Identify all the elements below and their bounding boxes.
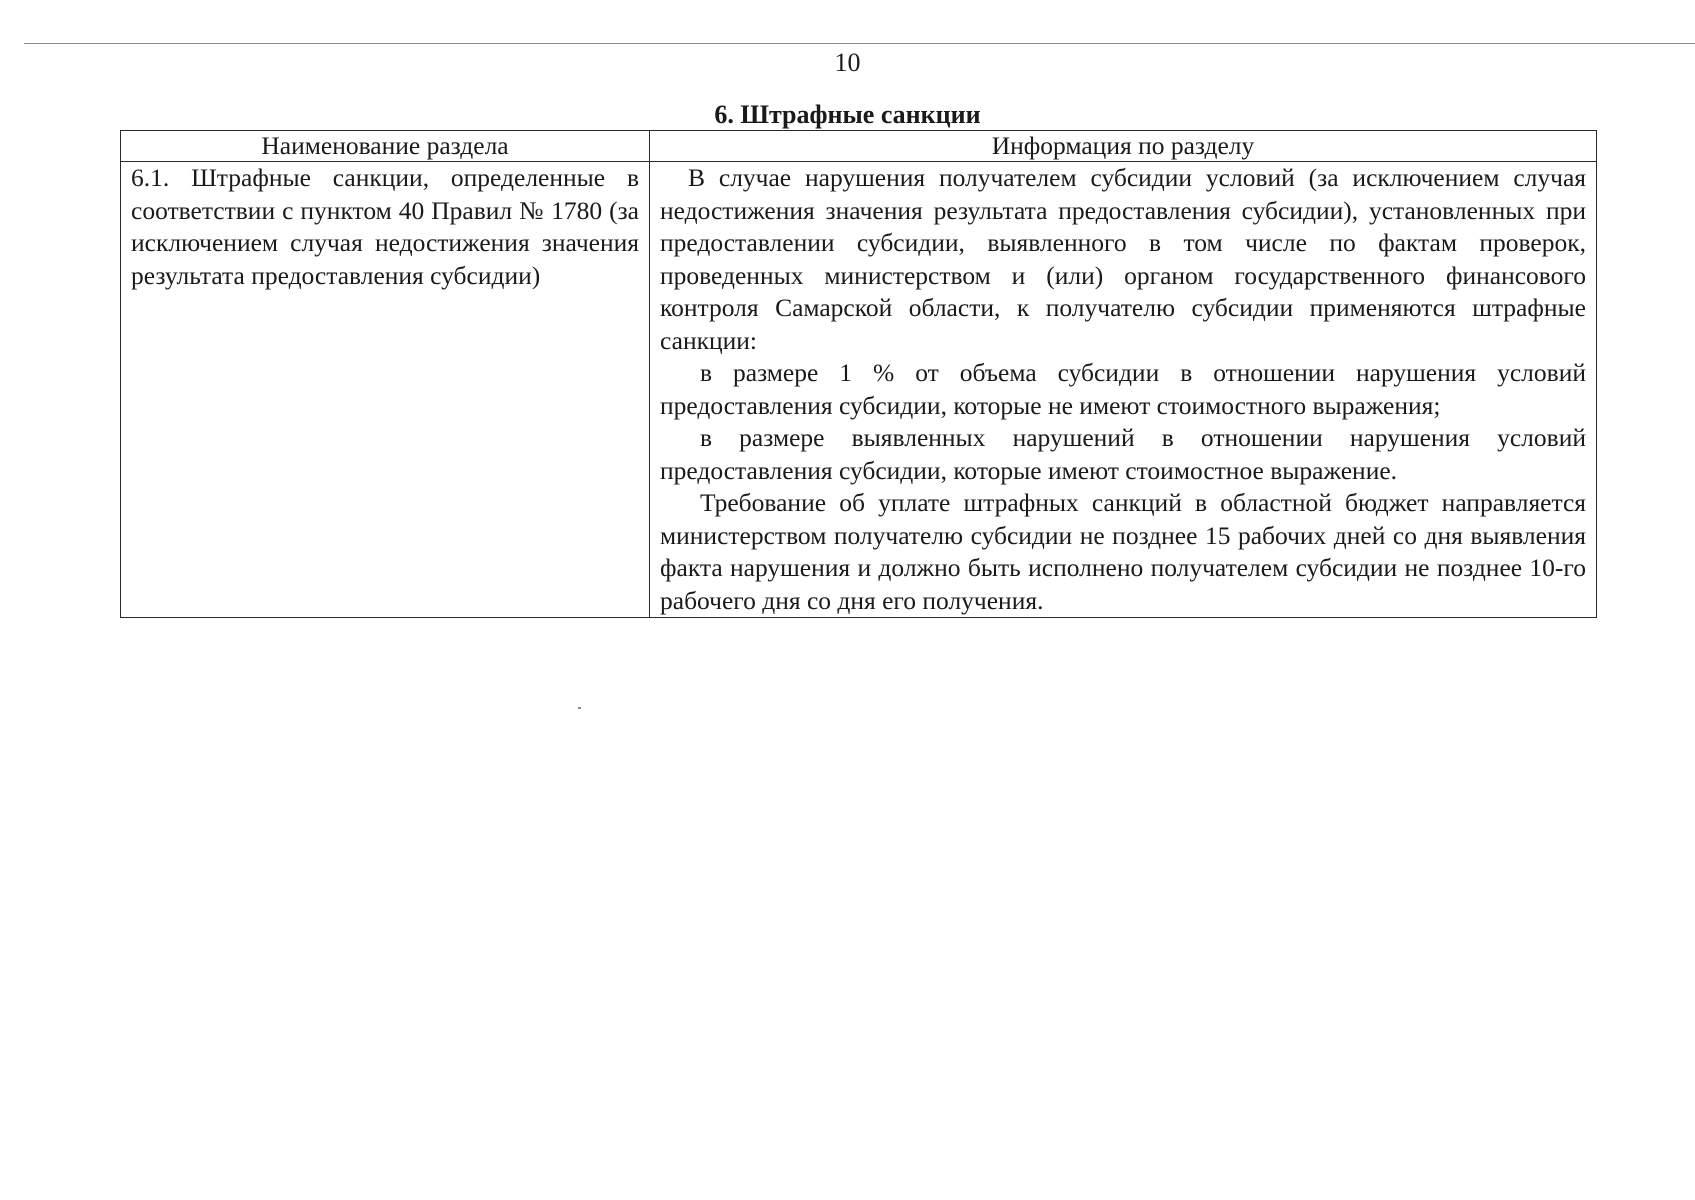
info-paragraph-3: в размере выявленных нарушений в отношении нарушения условий предоставления субсидии, которые имеют стоимостное выражение. [660,423,1586,485]
section-title: 6. Штрафные санкции [714,100,981,129]
table-row [121,162,1597,618]
column-header-section-info: Информация по разделу [650,131,1597,162]
section-name-text: 6.1. Штрафные санкции, определенные в соответствии с пунктом 40 Правил № 1780 (за исключением случая недостижения значения результата предоставления субсидии) [131,163,639,290]
table-header-row [121,131,1597,162]
scan-speck [578,707,581,709]
section-name-cell [121,162,650,618]
info-paragraph-1: В случае нарушения получателем субсидии условий (за исключением случая недостижения значения результата предоставления субсидии), установленных при предоставлении субсидии, выявленного в том числе по фактам проверок, проведенных министерством и (или) органом государственного финансового контроля Самарской области, к получателю субсидии применяются штрафные санкции: [660,163,1586,355]
info-paragraph-2: в размере 1 % от объема субсидии в отношении нарушения условий предоставления субсидии, которые не имеют стоимостного выражения; [660,358,1586,420]
sanctions-table [120,130,1597,618]
page-number: 10 [834,48,861,77]
section-info-cell [650,162,1597,618]
top-rule [24,43,1695,44]
info-paragraph-4: Требование об уплате штрафных санкций в областной бюджет направляется министерством получателю субсидии не позднее 15 рабочих дней со дня выявления факта нарушения и должно быть исполнено получателем субсидии не позднее 10-го рабочего дня со дня его получения. [660,488,1586,615]
column-header-section-name: Наименование раздела [121,131,650,162]
